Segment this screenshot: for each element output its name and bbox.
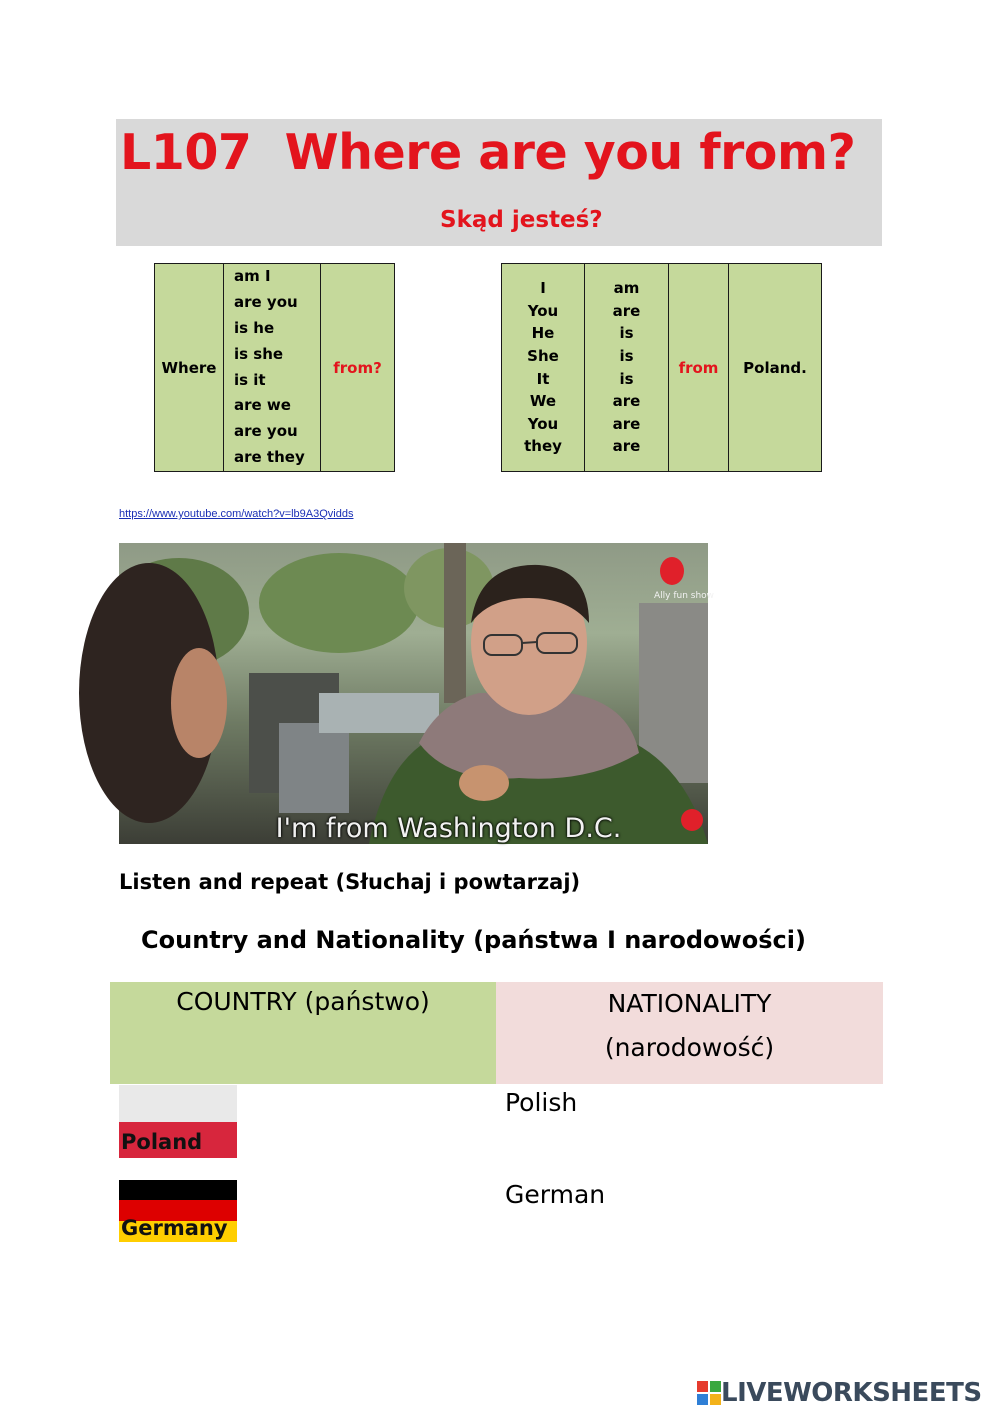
tree-trunk bbox=[444, 543, 466, 703]
pronoun-item: You bbox=[527, 414, 559, 433]
pronoun-item: are we bbox=[234, 396, 291, 415]
nationality-answer[interactable]: German bbox=[505, 1180, 606, 1209]
nationality-answer[interactable]: Polish bbox=[505, 1088, 578, 1117]
page-subtitle: Skąd jesteś? bbox=[440, 207, 603, 233]
pronoun-item: She bbox=[527, 346, 559, 365]
flag-white-stripe bbox=[119, 1085, 237, 1122]
pronoun-item: You bbox=[527, 301, 559, 320]
country-label: Poland bbox=[121, 1130, 203, 1154]
verb-item: are bbox=[612, 437, 641, 456]
question-word-cell: Where bbox=[155, 264, 224, 472]
pronoun-item: are you bbox=[234, 422, 298, 441]
pronoun-item: they bbox=[524, 437, 562, 456]
page-title: L107 Where are you from? bbox=[120, 124, 856, 181]
verb-item: is bbox=[619, 369, 634, 388]
video-caption: I'm from Washington D.C. bbox=[275, 813, 622, 844]
country-column-header bbox=[110, 982, 496, 1084]
pronoun-item: are you bbox=[234, 293, 298, 312]
video-player[interactable] bbox=[119, 543, 715, 844]
question-pronoun-cell bbox=[224, 264, 321, 472]
verb-item: is bbox=[619, 346, 634, 365]
video-scene bbox=[119, 543, 715, 844]
liveworksheets-icon bbox=[697, 1381, 721, 1405]
pronoun-item: It bbox=[536, 369, 550, 388]
nationality-header-line2: (narodowość) bbox=[604, 1033, 775, 1062]
country-header-label: COUNTRY (państwo) bbox=[176, 987, 430, 1016]
trash-bin-shape bbox=[279, 723, 349, 813]
verb-item: are bbox=[612, 301, 641, 320]
country-label: Germany bbox=[121, 1216, 228, 1240]
answer-grammar-table bbox=[501, 263, 822, 472]
liveworksheets-logo[interactable] bbox=[697, 1378, 982, 1408]
question-grammar-table bbox=[154, 263, 395, 472]
answer-pronoun-cell bbox=[502, 264, 585, 472]
verb-item: am bbox=[613, 279, 640, 298]
pronoun-item: He bbox=[531, 324, 555, 343]
verb-item: are bbox=[612, 392, 641, 411]
pronoun-item: is he bbox=[234, 318, 275, 337]
pronoun-item: We bbox=[529, 392, 557, 411]
logo-balloon-icon bbox=[660, 557, 684, 585]
liveworksheets-brand: LIVEWORKSHEETS bbox=[721, 1378, 982, 1408]
answer-verb-cell bbox=[585, 264, 669, 472]
tree-shape bbox=[259, 553, 419, 653]
youtube-link[interactable]: https://www.youtube.com/watch?v=lb9A3Qvidds bbox=[119, 508, 354, 520]
pronoun-item: am I bbox=[234, 267, 271, 286]
woman-face-shape bbox=[171, 648, 227, 758]
section-heading: Country and Nationality (państwa I narodowości) bbox=[141, 926, 806, 954]
hand-shape bbox=[459, 765, 509, 801]
pronoun-item: are they bbox=[234, 447, 305, 466]
germany-flag bbox=[119, 1180, 237, 1242]
nationality-column-header bbox=[496, 982, 883, 1084]
pronoun-item: is she bbox=[234, 344, 284, 363]
answer-from-cell: from bbox=[669, 264, 729, 472]
verb-item: is bbox=[619, 324, 634, 343]
pronoun-item: I bbox=[540, 279, 546, 298]
instruction-text: Listen and repeat (Słuchaj i powtarzaj) bbox=[119, 870, 581, 894]
watermark-text: Ally fun show bbox=[654, 591, 715, 601]
pronoun-item: is it bbox=[234, 370, 266, 389]
answer-country-cell: Poland. bbox=[729, 264, 822, 472]
glasses-bridge bbox=[522, 642, 537, 643]
question-from-cell: from? bbox=[321, 264, 395, 472]
verb-item: are bbox=[612, 414, 641, 433]
street-shape bbox=[319, 693, 439, 733]
poland-flag bbox=[119, 1085, 237, 1158]
flag-black-stripe bbox=[119, 1180, 237, 1200]
nationality-header-line1: NATIONALITY bbox=[607, 989, 772, 1018]
